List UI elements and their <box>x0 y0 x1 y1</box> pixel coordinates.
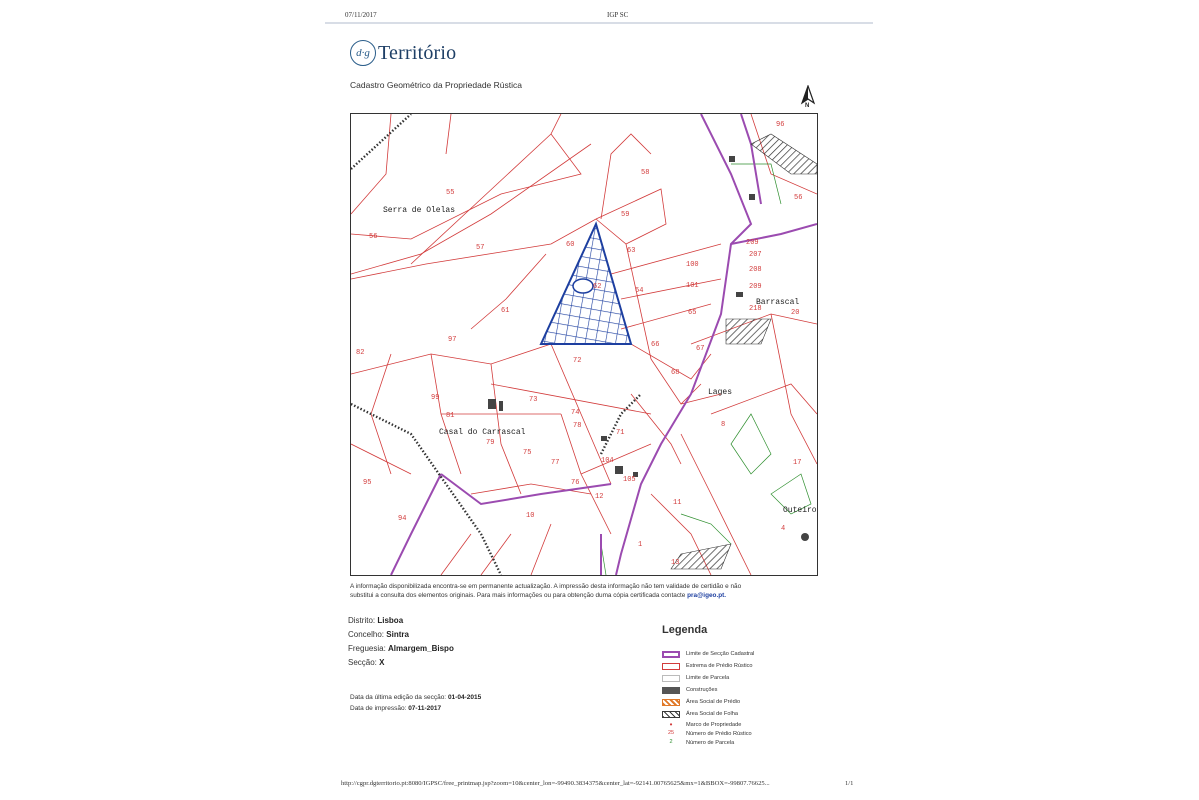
concelho-label: Concelho: <box>348 630 385 639</box>
print-date: 07/11/2017 <box>345 11 377 19</box>
label-60: 60 <box>566 241 575 249</box>
label-67: 67 <box>696 345 705 353</box>
info-concelho <box>348 630 409 639</box>
label-59: 59 <box>621 211 630 219</box>
label-209: 209 <box>749 283 762 291</box>
edicao-label: Data da última edição da secção: <box>350 694 447 701</box>
seccao-label: Secção: <box>348 658 377 667</box>
print-page-number: 1/1 <box>845 780 854 787</box>
label-101: 101 <box>686 282 699 290</box>
place-casal-do-carrascal: Casal do Carrascal <box>439 428 526 437</box>
label-55: 55 <box>446 189 455 197</box>
impressao-label: Data de impressão: <box>350 705 407 712</box>
freguesia-label: Freguesia: <box>348 644 386 653</box>
label-77: 77 <box>551 459 560 467</box>
distrito-value: Lisboa <box>377 616 404 625</box>
logo-text: Território <box>378 41 457 64</box>
info-edicao <box>350 694 481 701</box>
legend-swatch-property <box>662 663 680 670</box>
legend-item-social-property: Área Social de Prédio <box>662 696 754 708</box>
label-81: 81 <box>446 412 455 420</box>
place-lages: Lages <box>708 388 733 397</box>
page-subtitle: Cadastro Geométrico da Propriedade Rústica <box>350 80 522 90</box>
freguesia-value: Almargem_Bispo <box>388 644 454 653</box>
logo-badge: d·g <box>350 40 376 66</box>
impressao-value: 07-11-2017 <box>408 705 442 712</box>
label-74: 74 <box>571 409 580 417</box>
legend-item-section: Limite de Secção Cadastral <box>662 648 754 660</box>
label-82: 82 <box>356 349 365 357</box>
label-56: 56 <box>369 233 378 241</box>
label-105: 105 <box>623 476 636 484</box>
legend-title: Legenda <box>662 624 708 636</box>
distrito-label: Distrito: <box>348 616 376 625</box>
label-11: 11 <box>673 499 682 507</box>
disclaimer-line-1: A informação disponibilizada encontra-se em permanente actualização. A impressão desta informação não tem validade de certidão e não <box>350 583 742 590</box>
info-impressao <box>350 705 441 712</box>
place-barrascal: Barrascal <box>756 298 800 307</box>
label-104: 104 <box>601 457 614 465</box>
label-209b: 209 <box>746 239 759 247</box>
legend-item-buildings: Construções <box>662 684 754 696</box>
label-57: 57 <box>476 244 485 252</box>
legend-item-property-number: 25 Número de Prédio Rústico <box>667 730 752 737</box>
legend-item-marker: • Marco de Propriedade <box>669 720 742 729</box>
legend-swatch-buildings <box>662 687 680 694</box>
legend-swatch-section <box>662 651 680 658</box>
label-218: 218 <box>749 305 762 313</box>
info-freguesia <box>348 644 454 653</box>
label-64: 64 <box>635 287 644 295</box>
label-75: 75 <box>523 449 532 457</box>
label-63: 63 <box>627 247 636 255</box>
label-78: 78 <box>573 422 582 430</box>
label-12: 12 <box>595 493 604 501</box>
print-header-bar <box>325 8 873 24</box>
label-8: 8 <box>721 421 726 429</box>
print-footer-url: http://cgpr.dgterritorio.pt:8080/IGPSC/free_printmap.jsp?zoom=10&center_lon=-99490.3834375&center_lat=-92141.00765625&mx=1&BBOX=-99807.76625... <box>341 780 770 787</box>
label-95: 95 <box>363 479 372 487</box>
disclaimer-line-2: substitui a consulta dos elementos originais. Para mais informações ou para obtenção duma cópia certificada contacte <box>350 591 686 599</box>
label-100: 100 <box>686 261 699 269</box>
label-13: 13 <box>671 559 680 567</box>
legend-swatch-social-sheet <box>662 711 680 718</box>
info-distrito <box>348 616 403 625</box>
label-76: 76 <box>571 479 580 487</box>
label-58: 58 <box>641 169 650 177</box>
label-99: 99 <box>431 394 440 402</box>
seccao-value: X <box>379 658 385 667</box>
contact-email-link[interactable]: pra@igeo.pt. <box>687 591 727 599</box>
north-arrow-icon <box>798 85 818 111</box>
legend-item-parcel-number: 2 Número de Parcela <box>669 739 735 746</box>
label-4: 4 <box>781 525 786 533</box>
label-1: 1 <box>638 541 643 549</box>
label-71: 71 <box>616 429 625 437</box>
label-94: 94 <box>398 515 407 523</box>
label-62: 62 <box>593 283 602 291</box>
label-207: 207 <box>749 251 762 259</box>
label-97: 97 <box>448 336 457 344</box>
legend-item-property: Estrema de Prédio Rústico <box>662 660 754 672</box>
label-17: 17 <box>793 459 802 467</box>
label-66: 66 <box>651 341 660 349</box>
label-68: 68 <box>671 369 680 377</box>
label-65: 65 <box>688 309 697 317</box>
label-96: 96 <box>776 121 785 129</box>
legend-swatch-social-property <box>662 699 680 706</box>
place-serra-de-olelas: Serra de Olelas <box>383 206 456 215</box>
label-208: 208 <box>749 266 762 274</box>
label-72: 72 <box>573 357 582 365</box>
label-79: 79 <box>486 439 495 447</box>
label-56b: 56 <box>794 194 803 202</box>
dgterritorio-logo <box>350 38 456 68</box>
label-61: 61 <box>501 307 510 315</box>
north-label: N <box>805 103 810 109</box>
legend-item-social-sheet: Área Social de Folha <box>662 708 754 720</box>
place-outeiro: Outeiro <box>783 506 817 515</box>
cadastral-map[interactable] <box>350 113 818 576</box>
print-title: IGP SC <box>607 11 629 19</box>
info-seccao <box>348 658 384 667</box>
label-10: 10 <box>526 512 535 520</box>
edicao-value: 01-04-2015 <box>447 694 482 701</box>
legend-list <box>662 648 754 747</box>
legend-swatch-parcel <box>662 675 680 682</box>
legend-item-parcel: Limite de Parcela <box>662 672 754 684</box>
label-20: 20 <box>791 309 800 317</box>
concelho-value: Sintra <box>386 630 409 639</box>
label-73: 73 <box>529 396 538 404</box>
disclaimer-text <box>350 583 800 600</box>
